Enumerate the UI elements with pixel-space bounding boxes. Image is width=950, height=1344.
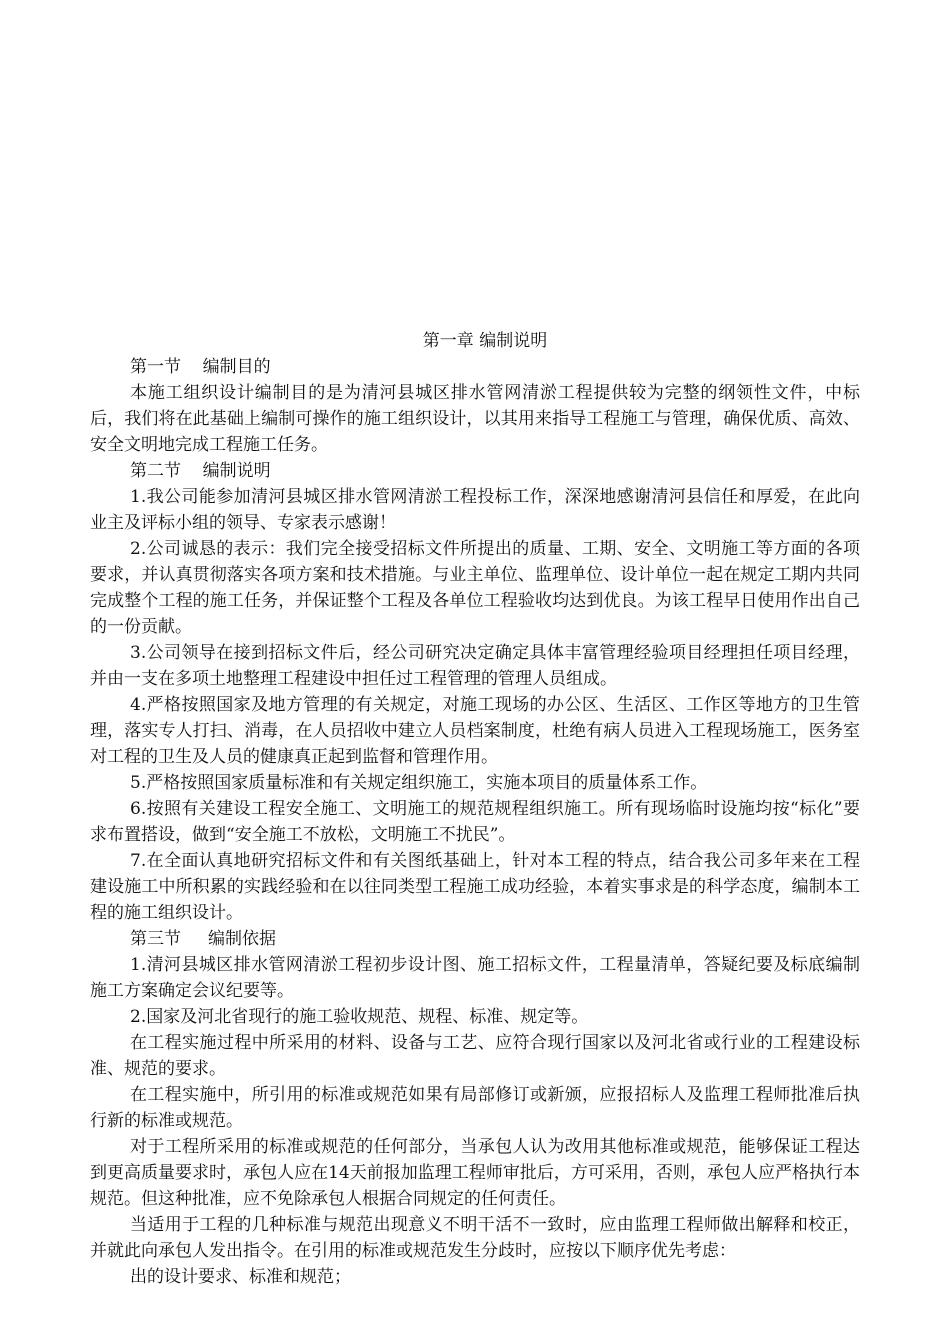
paragraph: 在工程实施过程中所采用的材料、设备与工艺、应符合现行国家以及河北省或行业的工程建设标准、规范的要求。 <box>90 1033 860 1079</box>
paragraph: 4.严格按照国家及地方管理的有关规定，对施工现场的办公区、生活区、工作区等地方的卫生管理，落实专人打扫、消毒，在人员招收中建立人员档案制度，杜绝有病人员进入工程现场施工，医务室对工程的卫生及人员的健康真正起到监督和管理作用。 <box>90 695 860 767</box>
document-page <box>90 328 860 1290</box>
section-heading-2: 第二节 编制说明 <box>130 461 271 481</box>
paragraph: 6.按照有关建设工程安全施工、文明施工的规范规程组织施工。所有现场临时设施均按“标化”要求布置搭设，做到“安全施工不放松，文明施工不扰民”。 <box>90 799 860 845</box>
paragraph: 在工程实施中，所引用的标准或规范如果有局部修订或新颁，应报招标人及监理工程师批准后执行新的标准或规范。 <box>90 1085 860 1131</box>
paragraph: 1.我公司能参加清河县城区排水管网清淤工程投标工作，深深地感谢清河县信任和厚爱，在此向业主及评标小组的领导、专家表示感谢！ <box>90 487 860 533</box>
section-heading-1: 第一节 编制目的 <box>130 357 271 377</box>
chapter-title: 第一章 编制说明 <box>422 331 548 351</box>
paragraph: 本施工组织设计编制目的是为清河县城区排水管网清淤工程提供较为完整的纲领性文件，中标后，我们将在此基础上编制可操作的施工组织设计，以其用来指导工程施工与管理，确保优质、高效、安全文明地完成工程施工任务。 <box>90 383 860 455</box>
paragraph: 当适用于工程的几种标准与规范出现意义不明干活不一致时，应由监理工程师做出解释和校正，并就此向承包人发出指令。在引用的标准或规范发生分歧时，应按以下顺序优先考虑： <box>90 1215 860 1261</box>
paragraph: 1.清河县城区排水管网清淤工程初步设计图、施工招标文件，工程量清单，答疑纪要及标底编制施工方案确定会议纪要等。 <box>90 955 860 1001</box>
paragraph: 出的设计要求、标准和规范； <box>130 1267 351 1287</box>
paragraph: 3.公司领导在接到招标文件后，经公司研究决定确定具体丰富管理经验项目经理担任项目经理，并由一支在多项土地整理工程建设中担任过工程管理的管理人员组成。 <box>90 643 860 689</box>
paragraph: 7.在全面认真地研究招标文件和有关图纸基础上，针对本工程的特点，结合我公司多年来在工程建设施工中所积累的实践经验和在以往同类型工程施工成功经验，本着实事求是的科学态度，编制本工程的施工组织设计。 <box>90 851 860 923</box>
paragraph: 对于工程所采用的标准或规范的任何部分，当承包人认为改用其他标准或规范，能够保证工程达到更高质量要求时，承包人应在14天前报加监理工程师审批后，方可采用，否则，承包人应严格执行本规范。但这种批准，应不免除承包人根据合同规定的任何责任。 <box>90 1137 860 1209</box>
paragraph: 5.严格按照国家质量标准和有关规定组织施工，实施本项目的质量体系工作。 <box>130 773 708 793</box>
paragraph: 2.国家及河北省现行的施工验收规范、规程、标准、规定等。 <box>130 1007 589 1027</box>
section-heading-3: 第三节 编制依据 <box>130 929 277 949</box>
paragraph: 2.公司诚恳的表示：我们完全接受招标文件所提出的质量、工期、安全、文明施工等方面的各项要求，并认真贯彻落实各项方案和技术措施。与业主单位、监理单位、设计单位一起在规定工期内共同完成整个工程的施工任务，并保证整个工程及各单位工程验收均达到优良。为该工程早日使用作出自己的一份贡献。 <box>90 539 860 637</box>
